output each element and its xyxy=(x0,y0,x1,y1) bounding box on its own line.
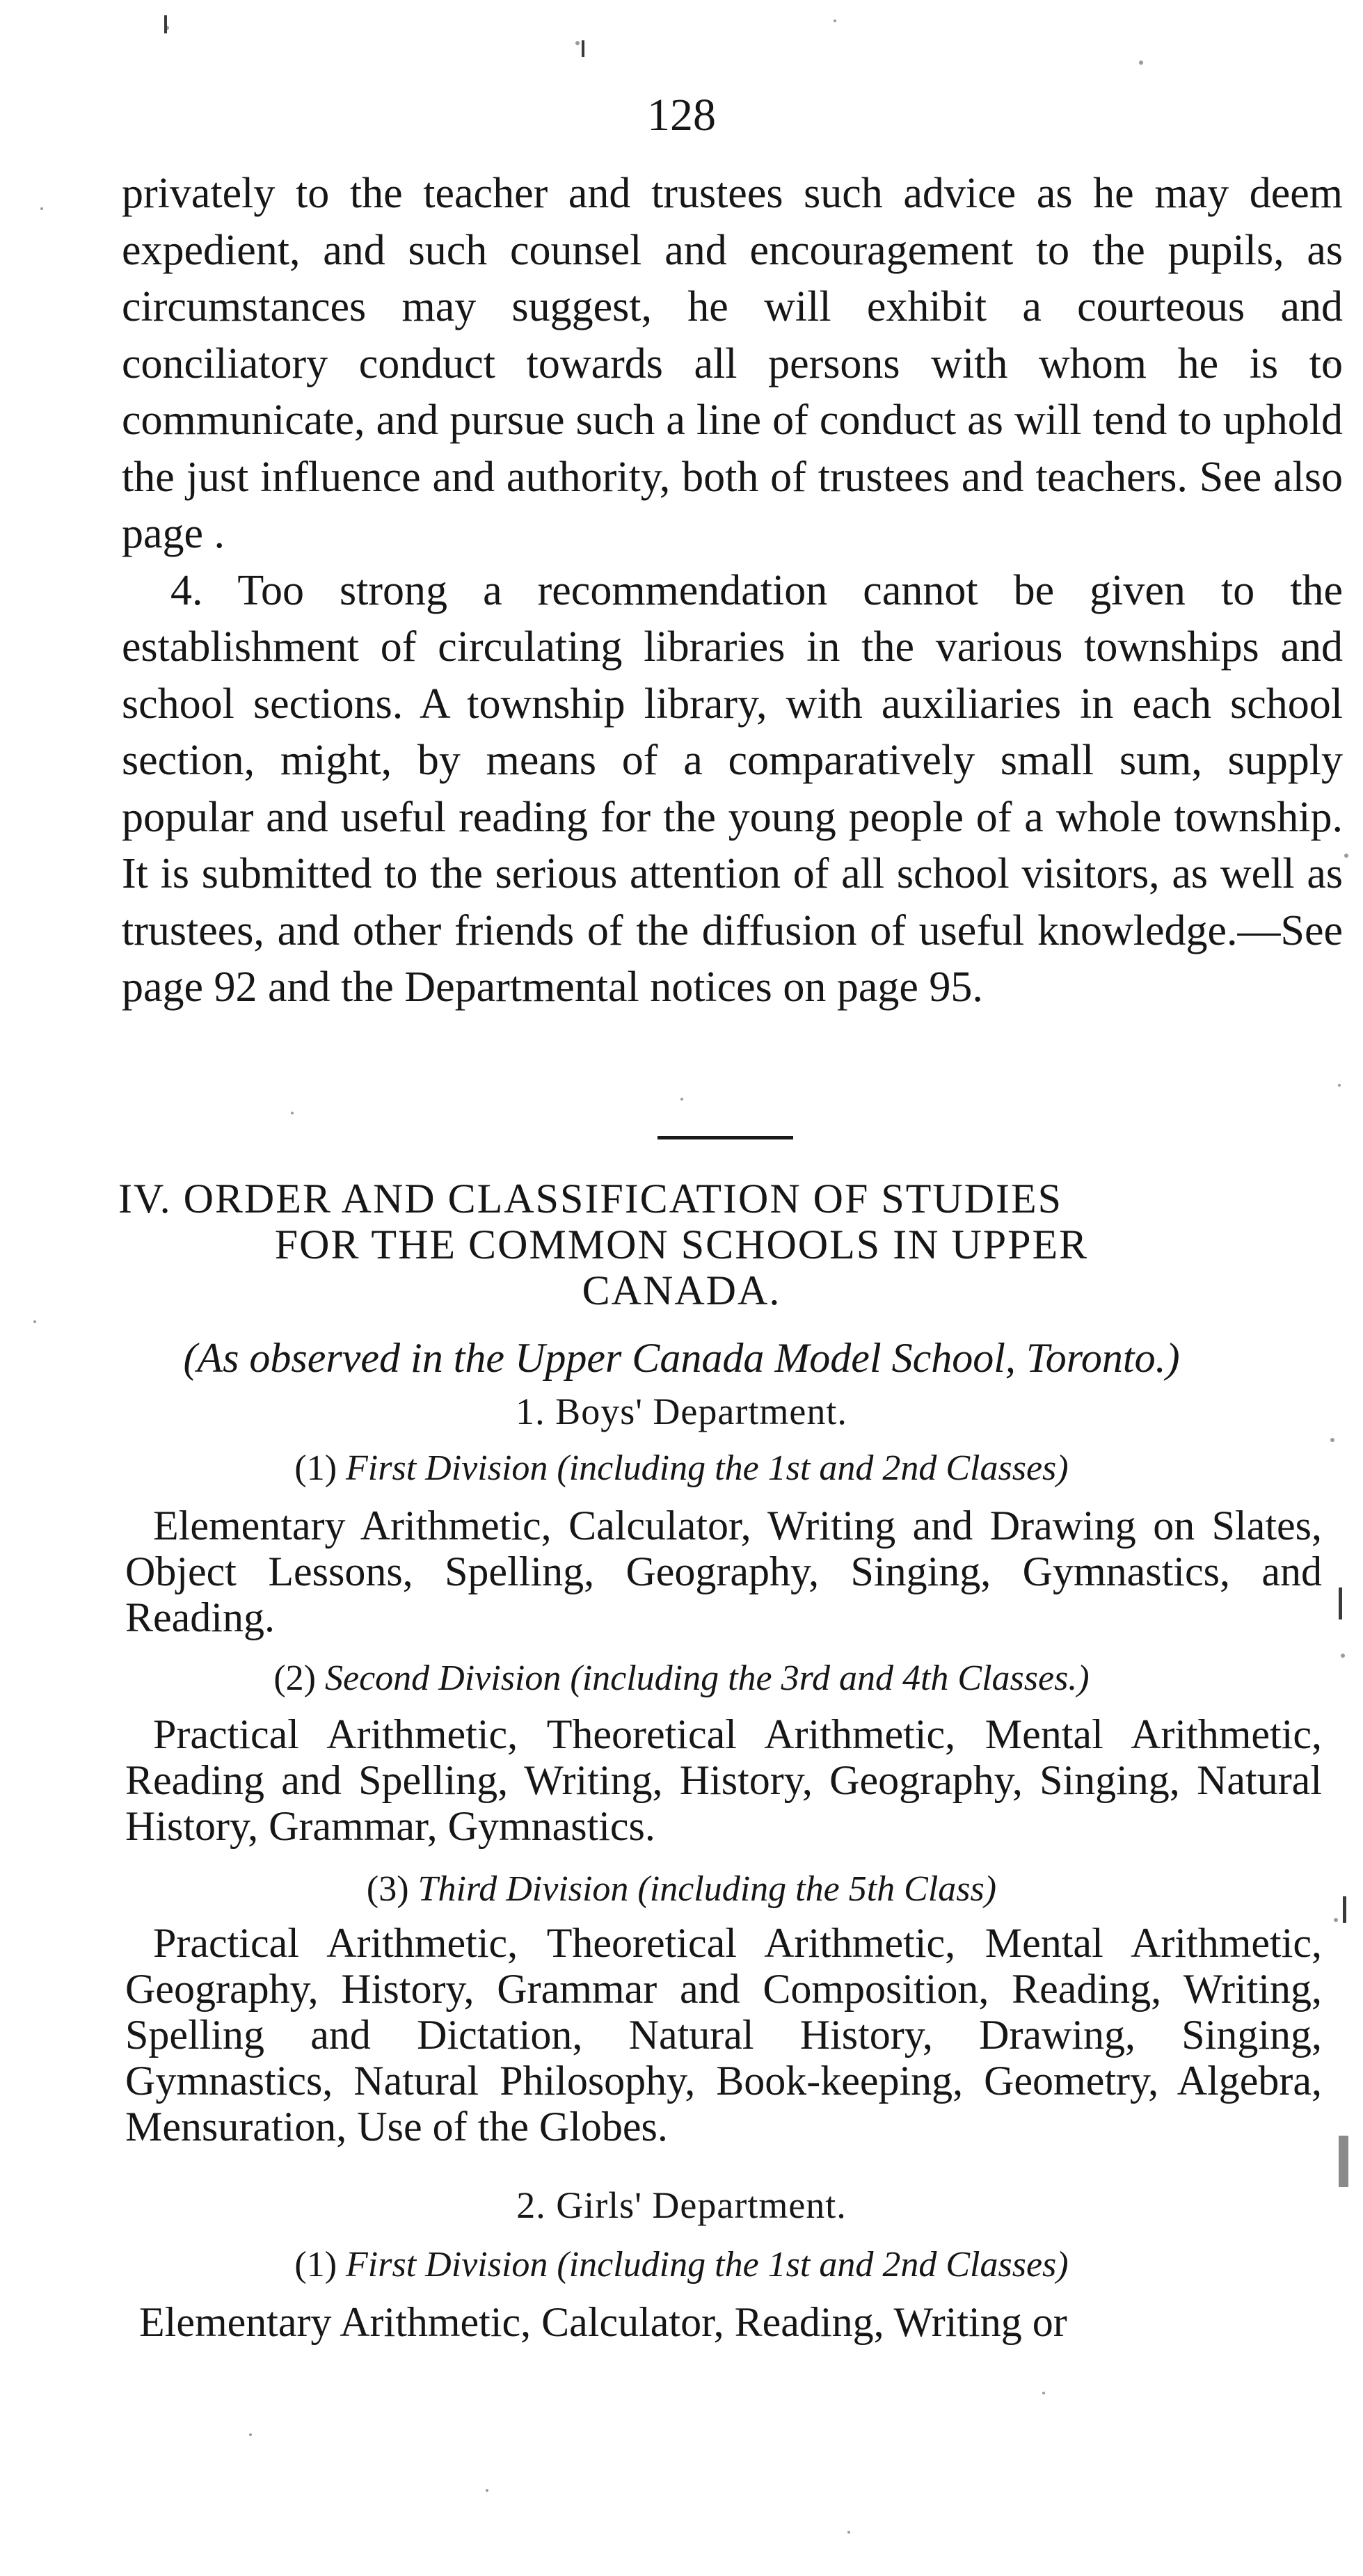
paragraph-libraries: 4. Too strong a recommendation cannot be given to the establishment of circulating libraries in the various townships and school sections. A township library, with auxiliaries in each school section, might, by means of a comparatively small sum, supply popular and useful reading for the young people of a whole township. It is submitted to the serious attention of all school visitors, as well as trustees, and other friends of the diffusion of useful knowledge.—See page 92 and the Departmental notices on page 95. xyxy=(122,566,1343,1011)
division-title: Third Division (including the 5th Class) xyxy=(417,1869,997,1909)
division-title: First Division (including the 1st and 2nd Classes) xyxy=(346,2245,1069,2285)
division-number: (3) xyxy=(366,1869,409,1909)
boys-second-division-heading xyxy=(0,1657,1363,1700)
division-title: Second Division (including the 3rd and 4th Classes.) xyxy=(325,1658,1090,1698)
girls-first-division-subjects: Elementary Arithmetic, Calculator, Reading, Writing or xyxy=(139,2299,1067,2345)
paragraph-advice: privately to the teacher and trustees such advice as he may deem expedient, and such counsel and encouragement to the pupils, as circumstances may suggest, he will exhibit a courteous and conciliatory conduct towards all persons with whom he is to communicate, and pursue such a line of conduct as will tend to uphold the just influence and authority, both of trustees and teachers. See also page . xyxy=(122,170,1343,557)
division-title: First Division (including the 1st and 2nd Classes) xyxy=(346,1448,1069,1488)
section-title-line-1: IV. ORDER AND CLASSIFICATION OF STUDIES xyxy=(118,1176,1063,1222)
body-text xyxy=(122,166,1343,1016)
section-title-line-3: CANADA. xyxy=(582,1267,781,1313)
boys-third-division-heading xyxy=(0,1868,1363,1911)
section-divider-rule xyxy=(657,1136,793,1139)
boys-department-heading: 1. Boys' Department. xyxy=(516,1391,847,1432)
page-number: 128 xyxy=(647,90,716,141)
girls-first-division-heading xyxy=(0,2243,1363,2287)
boys-first-division-subjects: Elementary Arithmetic, Calculator, Writing and Drawing on Slates, Object Lessons, Spelling, Geography, Singing, Gymnastics, and Reading. xyxy=(125,1503,1322,1640)
section-title-line-2: FOR THE COMMON SCHOOLS IN UPPER xyxy=(274,1222,1089,1267)
division-number: (1) xyxy=(294,2245,337,2285)
division-number: (1) xyxy=(294,1448,337,1488)
girls-department-heading: 2. Girls' Department. xyxy=(516,2184,847,2226)
section-subtitle: (As observed in the Upper Canada Model School, Toronto.) xyxy=(183,1335,1180,1381)
boys-third-division-subjects: Practical Arithmetic, Theoretical Arithmetic, Mental Arithmetic, Geography, History, Grammar and Composition, Reading, Writing, Spelling and Dictation, Natural History, Drawing, Singing, Gymnastics, Natural Philosophy, Book-keeping, Geometry, Algebra, Mensuration, Use of the Globes. xyxy=(125,1920,1322,2150)
boys-second-division-subjects: Practical Arithmetic, Theoretical Arithmetic, Mental Arithmetic, Reading and Spelling, Writing, History, Geography, Singing, Natural History, Grammar, Gymnastics. xyxy=(125,1711,1322,1849)
boys-first-division-heading xyxy=(0,1447,1363,1490)
section-title xyxy=(0,1176,1363,1313)
division-number: (2) xyxy=(273,1658,316,1698)
